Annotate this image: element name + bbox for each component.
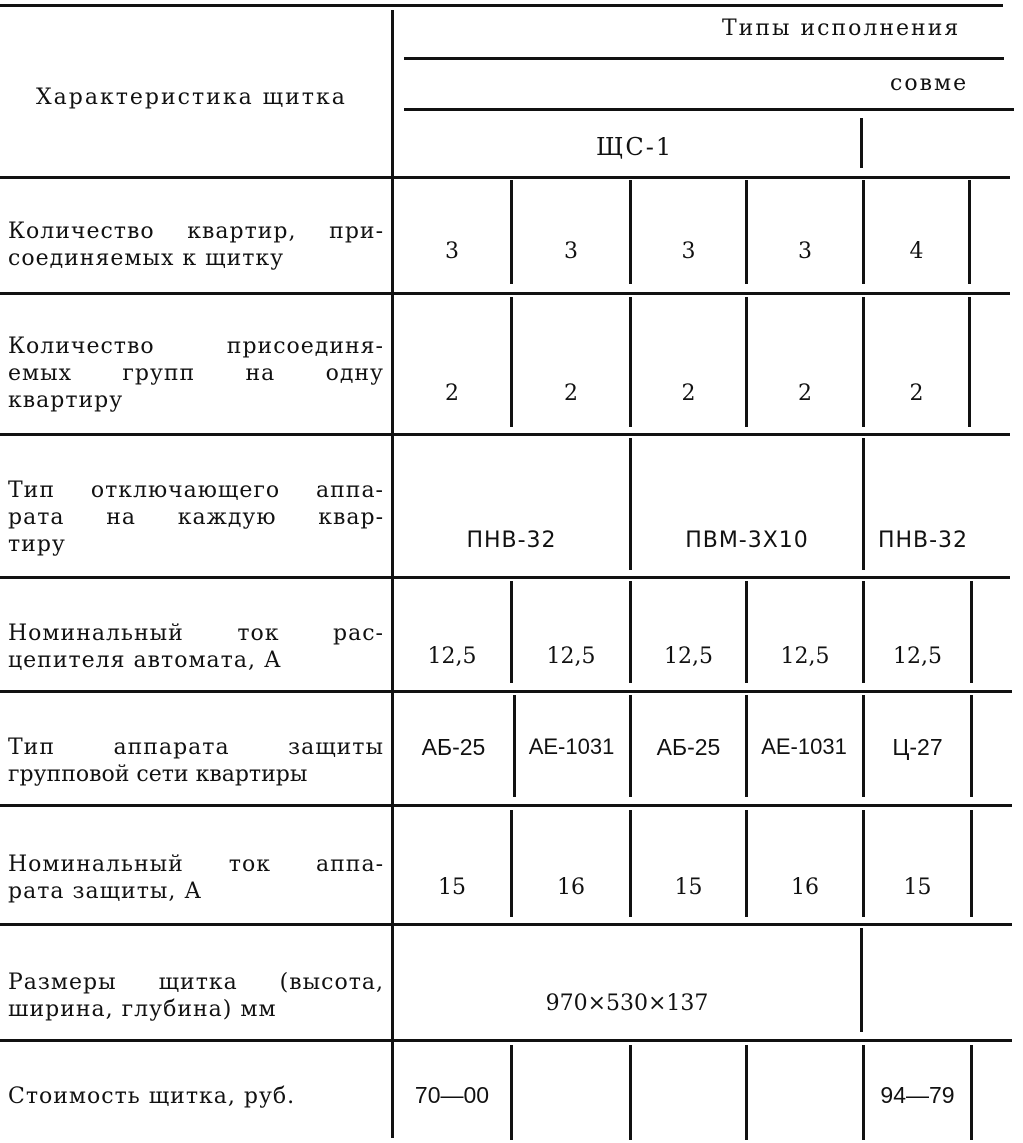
row-label-line: цепителя автомата, А	[8, 648, 282, 673]
row-rule-2	[0, 433, 1010, 436]
row-rule-5	[0, 804, 1012, 807]
table-cell: 4	[909, 239, 924, 264]
row1-divider-2	[629, 180, 632, 284]
table-cell: 2	[798, 381, 812, 406]
table-cell: ПНВ-32	[466, 528, 557, 553]
table-cell: 12,5	[893, 644, 942, 669]
row6-divider-4	[862, 810, 865, 917]
table-cell: 2	[564, 381, 578, 406]
row2-divider-1	[510, 297, 513, 427]
table-cell: 12,5	[427, 644, 477, 669]
row-label-protection-current	[8, 851, 384, 905]
row-rule-4	[0, 690, 1012, 693]
table-cell: 3	[798, 239, 812, 264]
row1-divider-3	[745, 180, 748, 284]
header-rule-1	[404, 57, 1004, 60]
row7-divider-1	[860, 928, 863, 1032]
header-rule-2	[404, 108, 1014, 111]
table-cell: ПНВ-32	[877, 528, 969, 553]
table-top-rule	[0, 4, 1003, 7]
row-label-line: Количество присоединя-	[8, 334, 384, 359]
row-label-line: Тип аппарата защиты	[8, 735, 384, 760]
header-bottom-rule	[0, 176, 1010, 179]
table-cell: 15	[674, 875, 703, 900]
row6-divider-5	[970, 810, 973, 917]
row-label-switch-type	[8, 477, 384, 558]
row-label-line: рата защиты, А	[8, 879, 203, 904]
types-header: Типы исполнения	[722, 16, 961, 41]
row-label-line: Номинальный ток рас-	[8, 621, 384, 646]
table-cell: АЕ-1031	[761, 734, 847, 759]
table-cell: 94—79	[880, 1082, 955, 1108]
table-cell: 3	[564, 239, 578, 264]
table-cell: 12,5	[664, 644, 713, 669]
table-cell: 12,5	[546, 644, 596, 669]
table-cell: 3	[445, 239, 459, 264]
table-cell: 16	[557, 875, 585, 900]
row8-divider-5	[970, 1045, 973, 1140]
row-label-dimensions	[8, 969, 384, 1023]
row1-divider-1	[510, 180, 513, 284]
row-label-line: рата на каждую квар-	[8, 505, 384, 530]
characteristic-header: Характеристика щитка	[36, 85, 347, 110]
table-cell: 15	[903, 875, 932, 900]
table-cell: 970×530×137	[545, 991, 709, 1016]
row-rule-1	[0, 292, 1010, 295]
row-rule-3	[0, 576, 1010, 579]
row-label-cost	[8, 1083, 384, 1110]
row-label-line: ширина, глубина) мм	[8, 997, 277, 1022]
table-cell: 2	[909, 381, 924, 406]
row2-divider-4	[862, 297, 865, 427]
label-column-divider	[391, 10, 394, 1138]
table-cell: Ц-27	[892, 734, 943, 760]
header-model-divider	[860, 118, 863, 168]
table-cell: 15	[438, 875, 466, 900]
row2-divider-2	[629, 297, 632, 427]
row-label-line: квартиру	[8, 388, 124, 413]
table-cell: 12,5	[780, 644, 830, 669]
table-cell: 2	[445, 381, 459, 406]
table-cell: АБ-25	[656, 734, 721, 760]
row-label-line: Номинальный ток аппа-	[8, 852, 384, 877]
table-cell: 2	[681, 381, 696, 406]
row-label-line: Тип отключающего аппа-	[8, 478, 384, 503]
row6-divider-2	[629, 810, 632, 917]
table-cell: ПВМ-3Х10	[685, 528, 809, 553]
row-label-protection-type	[8, 734, 384, 788]
row2-divider-5	[968, 297, 971, 427]
row8-divider-2	[629, 1045, 632, 1140]
row6-divider-1	[510, 810, 513, 917]
row-rule-6	[0, 923, 1012, 926]
table-cell: 70—00	[414, 1082, 490, 1108]
row-label-groups-count	[8, 333, 384, 414]
row1-divider-4	[862, 180, 865, 284]
row-label-line: соединяемых к щитку	[8, 246, 285, 271]
row-label-line: Размеры щитка (высота,	[8, 970, 384, 995]
row-label-line: тиру	[8, 532, 66, 557]
row-label-line: Количество квартир, при-	[8, 219, 384, 244]
row-label-line: емых групп на одну	[8, 361, 384, 386]
row-label-release-current	[8, 620, 384, 674]
model-header: ЩС-1	[596, 133, 674, 161]
row5-divider-5	[970, 695, 973, 797]
combined-header: совме	[890, 71, 969, 96]
row-rule-7	[0, 1039, 1012, 1042]
table-cell: 3	[681, 239, 696, 264]
row4-divider-5	[970, 581, 973, 683]
row6-divider-3	[745, 810, 748, 917]
row-label-line: групповой сети квартиры	[8, 762, 308, 787]
table-cell: АБ-25	[421, 734, 486, 760]
table-cell: АЕ-1031	[528, 734, 615, 759]
row2-divider-3	[745, 297, 748, 427]
table-cell: 16	[791, 875, 819, 900]
row1-divider-5	[968, 180, 971, 284]
row-label-apartments-count	[8, 218, 384, 272]
row-label-line: Стоимость щитка, руб.	[8, 1084, 296, 1109]
row8-divider-3	[745, 1045, 748, 1140]
row8-divider-1	[510, 1045, 513, 1140]
